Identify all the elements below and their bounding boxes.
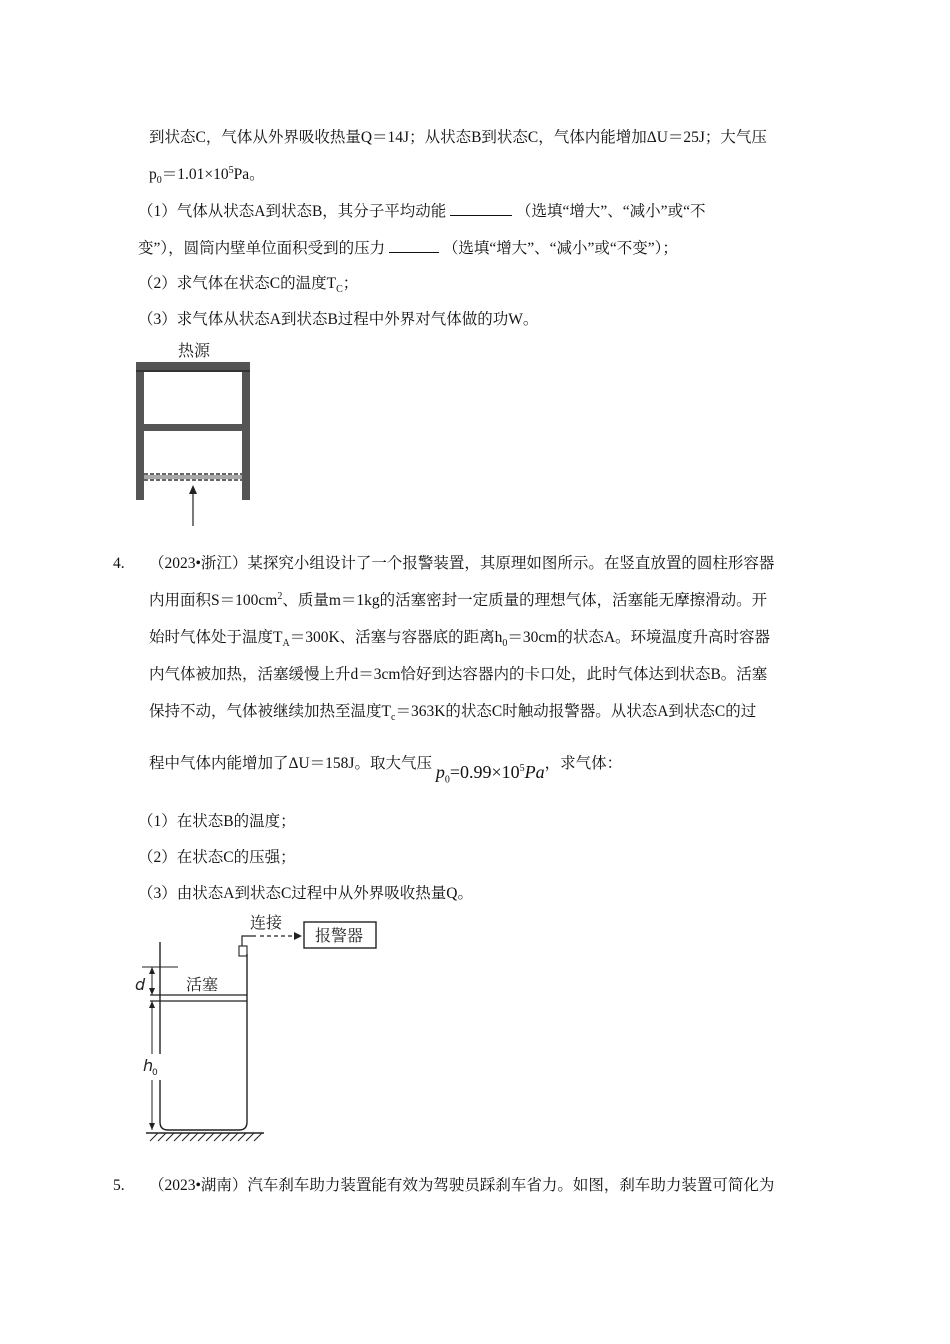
pressure-symbol: p (149, 166, 157, 183)
q4-line-5-sub: c (390, 712, 396, 724)
q3-part-1-text-b: （选填“增大”、“减小”或“不 (516, 203, 706, 220)
q3-part-2-end: ； (342, 275, 359, 292)
q4-line-2 (149, 591, 767, 611)
q4-line-3-c: ＝30cm的状态A。环境温度升高时容器 (507, 629, 771, 646)
q3-text-line-1: 到状态C，气体从外界吸收热量Q＝14J；从状态B到状态C，气体内能增加ΔU＝25J；大气压 (149, 129, 767, 146)
answer-blank-2[interactable] (389, 238, 439, 253)
q5-line-1: （2023•湖南）汽车刹车助力装置能有效为驾驶员踩刹车省力。如图，刹车助力装置可简化为 (149, 1177, 775, 1194)
pressure-subscript: 0 (156, 175, 162, 187)
q4-line-5-b: ＝363K的状态C时触动报警器。从状态A到状态C的过 (395, 703, 757, 720)
heat-source-cylinder-figure (128, 336, 263, 528)
q4-line-3-a: 始时气体处于温度T (149, 629, 283, 646)
q3-part-1-line-2 (138, 238, 678, 259)
q3-text-line-2 (149, 165, 265, 185)
q4-number: 4. (113, 555, 125, 572)
q4-line-1: （2023•浙江）某探究小组设计了一个报警装置，其原理如图所示。在竖直放置的圆柱形容器 (149, 555, 775, 572)
q4-part-3: （3）由状态A到状态C过程中从外界吸收热量Q。 (138, 885, 473, 902)
q4-line-2-a: 内用面积S＝100cm (149, 592, 278, 609)
arrow-right-icon (294, 932, 302, 940)
q4-line-2-sup: 2 (277, 590, 283, 602)
pressure-formula (435, 762, 545, 786)
formula-exponent: 5 (519, 763, 525, 774)
q3-part-2-text: （2）求气体在状态C的温度T (138, 275, 337, 292)
pressure-exponent: 5 (228, 164, 234, 176)
q4-line-4: 内气体被加热，活塞缓慢上升d＝3cm恰好到达容器内的卡口处，此时气体达到状态B。活塞 (149, 666, 768, 683)
answer-blank-1[interactable] (450, 201, 512, 216)
q4-line-3-b: ＝300K、活塞与容器底的距离h (289, 629, 503, 646)
h0-subscript: 0 (152, 1068, 158, 1078)
heat-arrow-icon (189, 485, 197, 526)
h0-dimension (140, 1001, 162, 1130)
formula-p: p (435, 762, 445, 782)
q4-line-3 (149, 628, 770, 648)
q3-part-1-line-1 (138, 201, 705, 222)
h0-label: h (143, 1056, 154, 1075)
q4-line-6-b: ，求气体： (544, 755, 623, 772)
q3-part-2 (138, 274, 358, 294)
q4-part-1: （1）在状态B的温度； (138, 813, 296, 830)
q4-part-2: （2）在状态C的压强； (138, 849, 296, 866)
alarm-label: 报警器 (315, 926, 364, 945)
q4-line-5 (149, 702, 756, 722)
piston (150, 995, 247, 1001)
connection-wire (239, 932, 302, 956)
q3-part-3: （3）求气体从状态A到状态B过程中外界对气体做的功W。 (138, 311, 539, 328)
dashed-heat-plate (144, 474, 242, 480)
q4-line-2-b: 、质量m＝1kg的活塞密封一定质量的理想气体，活塞能无摩擦滑动。开 (282, 592, 768, 609)
q3-part-1-text-a: （1）气体从状态A到状态B，其分子平均动能 (138, 203, 447, 220)
q4-line-3-sub2: 0 (502, 638, 508, 650)
piston (144, 424, 242, 431)
piston-label: 活塞 (186, 975, 219, 994)
alarm-device-figure (128, 908, 388, 1144)
d-label: d (135, 975, 146, 994)
pressure-value: ＝1.01×10 (161, 166, 229, 183)
heat-source-label: 热源 (178, 341, 211, 360)
q4-line-5-a: 保持不动，气体被继续加热至温度T (149, 703, 391, 720)
container-walls (160, 942, 247, 1130)
connect-label: 连接 (250, 913, 283, 932)
q3-part-1-text-c: 变”），圆筒内壁单位面积受到的压力 (138, 240, 386, 257)
formula-p-subscript: 0 (444, 774, 450, 786)
pressure-unit: Pa。 (233, 166, 265, 183)
formula-unit: Pa (524, 762, 545, 782)
q4-line-6-a: 程中气体内能增加了ΔU＝158J。取大气压 (149, 755, 432, 772)
q4-line-6 (149, 752, 623, 786)
ground-hatching (146, 1133, 264, 1141)
q3-part-2-subscript: C (336, 284, 343, 296)
q4-line-3-sub1: A (282, 638, 290, 650)
q5-number: 5. (113, 1177, 125, 1194)
q3-part-1-text-d: （选填“增大”、“减小”或“不变”）； (442, 240, 678, 257)
formula-value: =0.99×10 (449, 762, 520, 782)
d-dimension (135, 967, 155, 995)
